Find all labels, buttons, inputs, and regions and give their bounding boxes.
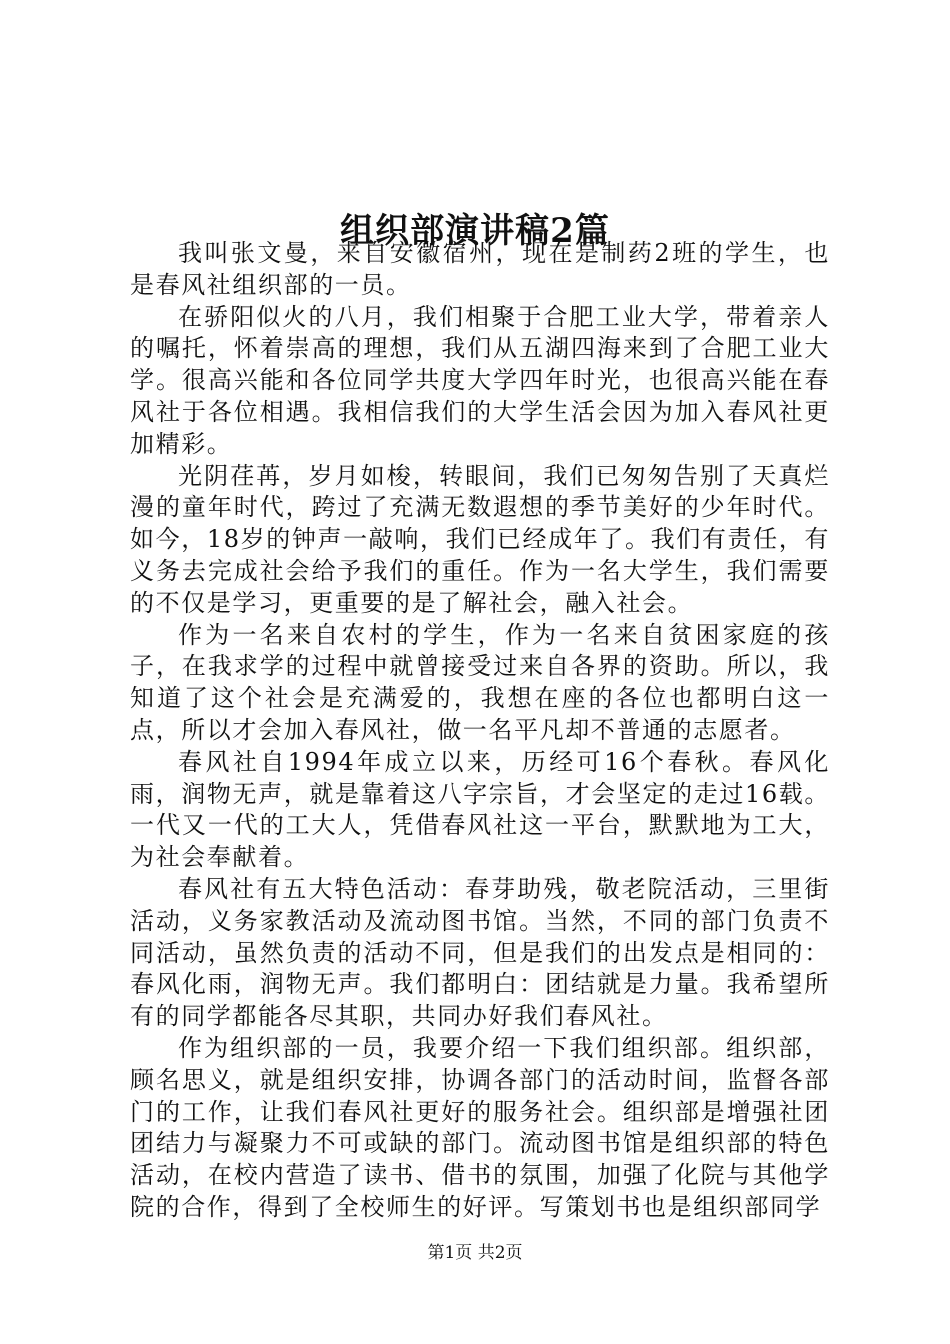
paragraph-6: 春风社有五大特色活动：春芽助残，敬老院活动，三里街活动，义务家教活动及流动图书馆。当然，不同的部门负责不同活动，虽然负责的活动不同，但是我们的出发点是相同的：春风化雨，润物无声。我们都明白：团结就是力量。我希望所有的同学都能各尽其职，共同办好我们春风社。 <box>130 874 830 1031</box>
paragraph-5: 春风社自1994年成立以来，历经可16个春秋。春风化雨，润物无声，就是靠着这八字宗旨，才会坚定的走过16载。一代又一代的工大人，凭借春风社这一平台，默默地为工大，为社会奉献着。 <box>130 747 830 872</box>
paragraph-4: 作为一名来自农村的学生，作为一名来自贫困家庭的孩子，在我求学的过程中就曾接受过来自各界的资助。所以，我知道了这个社会是充满爱的，我想在座的各位也都明白这一点，所以才会加入春风社，做一名平凡却不普通的志愿者。 <box>130 620 830 744</box>
document-body <box>130 238 830 1224</box>
document-title: 组织部演讲稿2篇 <box>340 210 610 251</box>
paragraph-3: 光阴荏苒，岁月如梭，转眼间，我们已匆匆告别了天真烂漫的童年时代，跨过了充满无数遐想的季节美好的少年时代。如今，18岁的钟声一敲响，我们已经成年了。我们有责任，有义务去完成社会给予我们的重任。作为一名大学生，我们需要的不仅是学习，更重要的是了解社会，融入社会。 <box>130 461 830 617</box>
paragraph-2: 在骄阳似火的八月，我们相聚于合肥工业大学，带着亲人的嘱托，怀着崇高的理想，我们从五湖四海来到了合肥工业大学。很高兴能和各位同学共度大学四年时光，也很高兴能在春风社于各位相遇。我相信我们的大学生活会因为加入春风社更加精彩。 <box>130 302 830 458</box>
paragraph-1: 我叫张文曼，来自安徽宿州，现在是制药2班的学生，也是春风社组织部的一员。 <box>130 239 830 299</box>
page-number-footer: 第1页 共2页 <box>427 1243 523 1263</box>
paragraph-7: 作为组织部的一员，我要介绍一下我们组织部。组织部，顾名思义，就是组织安排，协调各部门的活动时间，监督各部门的工作，让我们春风社更好的服务社会。组织部是增强社团团结力与凝聚力不可或缺的部门。流动图书馆是组织部的特色活动，在校内营造了读书、借书的氛围，加强了化院与其他学院的合作，得到了全校师生的好评。写策划书也是组织部同学 <box>130 1033 830 1221</box>
